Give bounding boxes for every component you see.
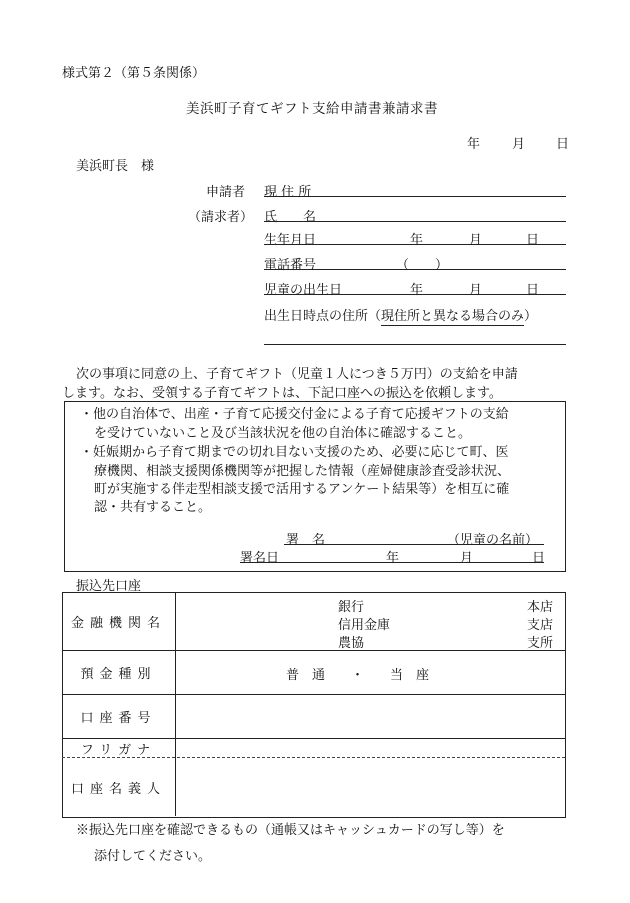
phone-label: 電話番号 bbox=[264, 258, 317, 273]
birthdate-label: 生年月日 bbox=[264, 233, 317, 248]
furigana-field[interactable] bbox=[176, 739, 564, 757]
birth-address-line[interactable] bbox=[264, 344, 566, 345]
inst-type-bank: 銀行 bbox=[338, 600, 365, 615]
inst-type-shinkin: 信用金庫 bbox=[338, 618, 391, 633]
signature-label: 署 名 bbox=[286, 533, 326, 548]
birthdate-line[interactable] bbox=[264, 244, 566, 245]
address-label: 現 住 所 bbox=[264, 185, 312, 200]
account-holder-label: 口座名義人 bbox=[70, 781, 166, 797]
signature-line[interactable] bbox=[284, 544, 544, 545]
branch-type-head: 本店 bbox=[527, 600, 554, 615]
date-day: 日 bbox=[556, 137, 570, 152]
sign-date-line[interactable] bbox=[240, 562, 544, 563]
consent-item-2-line-1: ・妊娠期から子育て期までの切れ目ない支援のため、必要に応じて町、医 bbox=[80, 445, 509, 460]
footnote-line-1: ※振込先口座を確認できるもの（通帳又はキャッシュカードの写し等）を bbox=[76, 823, 505, 838]
account-holder-field[interactable] bbox=[176, 758, 564, 816]
inst-type-nokyo: 農協 bbox=[338, 636, 365, 651]
consent-item-2-line-2: 療機関、相談支援関係機関等が把握した情報（産婦健康診査受診状況、 bbox=[94, 464, 511, 479]
date-year: 年 bbox=[467, 137, 481, 152]
sign-day: 日 bbox=[532, 551, 546, 566]
form-number: 様式第２（第５条関係） bbox=[62, 66, 206, 81]
birth-address-label: 出生日時点の住所（現住所と異なる場合のみ） bbox=[264, 309, 538, 324]
child-birth-day: 日 bbox=[526, 283, 540, 298]
consent-item-2-line-4: 認・共有すること。 bbox=[94, 500, 212, 515]
footnote-line-2: 添付してください。 bbox=[94, 849, 212, 864]
birthdate-month: 月 bbox=[469, 233, 483, 248]
bank-section-title: 振込先口座 bbox=[76, 579, 142, 594]
account-number-field[interactable] bbox=[176, 695, 564, 738]
consent-item-1-line-1: ・他の自治体で、出産・子育て応援交付金による子育て応援ギフトの支給 bbox=[80, 407, 509, 422]
branch-type-branch: 支店 bbox=[527, 618, 554, 633]
consent-line-2: します。なお、受領する子育てギフトは、下記口座への振込を依頼します。 bbox=[62, 386, 502, 401]
phone-paren: （ ） bbox=[396, 258, 449, 273]
account-number-label: 口座番号 bbox=[80, 711, 157, 726]
deposit-options[interactable]: 普 通 ・ 当 座 bbox=[286, 668, 430, 683]
signature-note: （児童の名前） bbox=[447, 533, 539, 548]
date-month: 月 bbox=[512, 137, 526, 152]
furigana-label: フリガナ bbox=[80, 742, 157, 758]
birthdate-year: 年 bbox=[410, 233, 424, 248]
birth-address-note: 現住所と異なる場合のみ bbox=[381, 309, 525, 324]
applicant-label: 申請者 bbox=[206, 185, 246, 200]
consent-item-1-line-2: を受けていないこと及び当該状況を他の自治体に確認すること。 bbox=[94, 426, 472, 441]
sign-year: 年 bbox=[386, 551, 400, 566]
child-birth-label: 児童の出生日 bbox=[264, 283, 343, 298]
claimant-label: （請求者） bbox=[188, 210, 254, 225]
consent-line-1: 次の事項に同意の上、子育てギフト（児童１人につき５万円）の支給を申請 bbox=[76, 367, 518, 382]
sign-month: 月 bbox=[460, 551, 474, 566]
name-label: 氏 名 bbox=[264, 210, 317, 225]
address-line[interactable] bbox=[264, 196, 566, 197]
sign-date-label: 署名日 bbox=[240, 551, 280, 566]
branch-type-office: 支所 bbox=[527, 636, 554, 651]
consent-item-2-line-3: 町が実施する伴走型相談支援で活用するアンケート結果等）を相互に確 bbox=[94, 482, 510, 497]
child-birth-year: 年 bbox=[410, 283, 424, 298]
name-line[interactable] bbox=[264, 221, 566, 222]
deposit-type-label: 預金種別 bbox=[80, 667, 157, 682]
page-title: 美浜町子育てギフト支給申請書兼請求書 bbox=[186, 101, 438, 117]
institution-label: 金融機関名 bbox=[70, 616, 166, 631]
phone-line[interactable] bbox=[264, 269, 566, 270]
child-birth-month: 月 bbox=[469, 283, 483, 298]
child-birth-line[interactable] bbox=[264, 294, 566, 295]
addressee: 美浜町長 様 bbox=[76, 159, 155, 174]
birthdate-day: 日 bbox=[526, 233, 540, 248]
